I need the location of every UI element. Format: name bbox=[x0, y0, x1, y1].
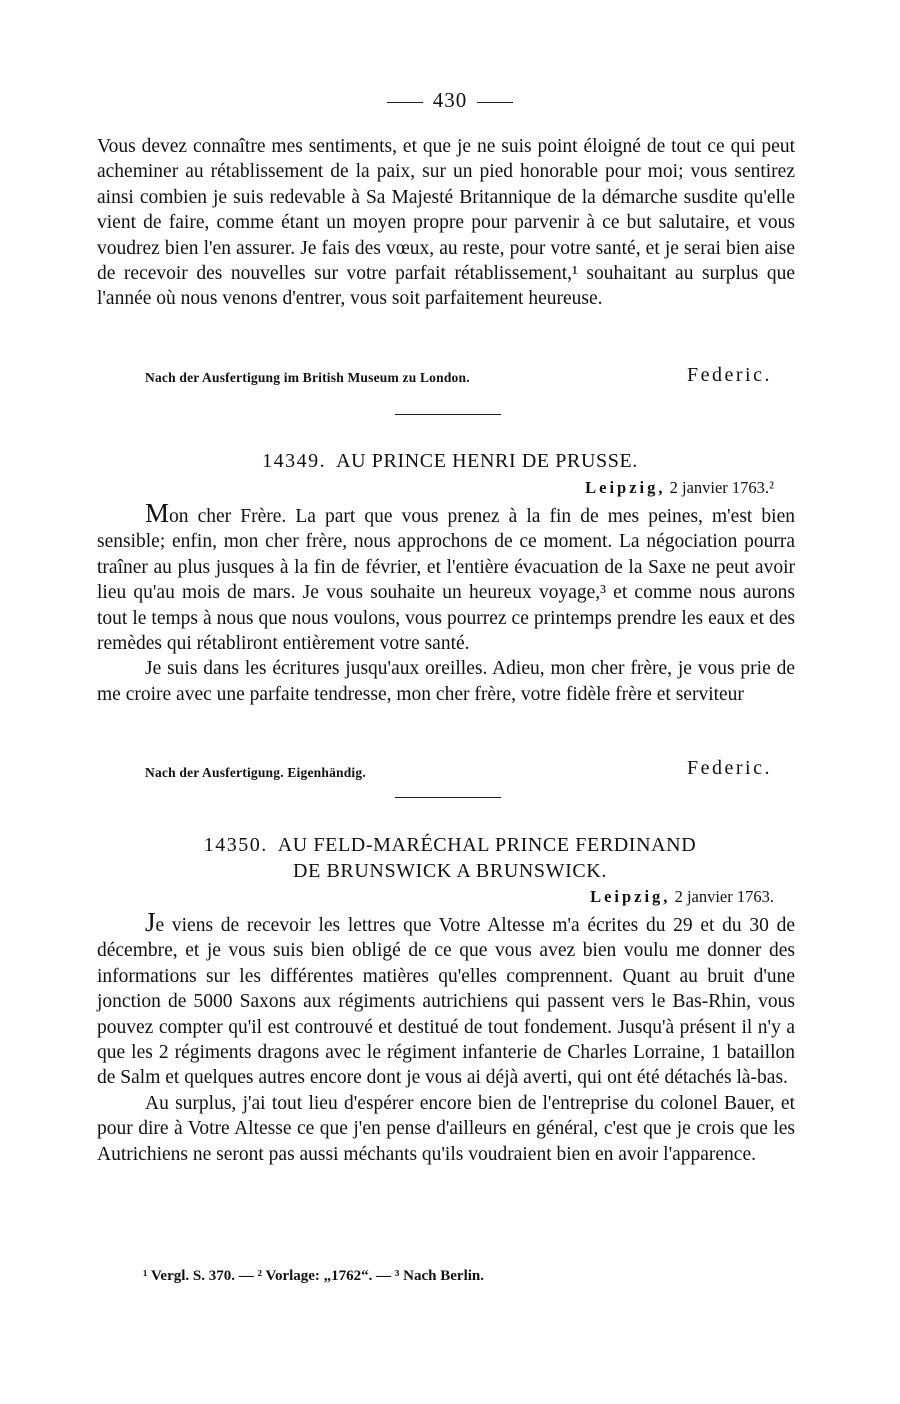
letter-14349-body bbox=[97, 498, 795, 707]
letter-14350-heading-line-1 bbox=[0, 832, 900, 858]
letter-14350-title-line-1: AU FELD-MARÉCHAL PRINCE FERDINAND bbox=[277, 834, 697, 856]
letter-14349-source-note: Nach der Ausfertigung. Eigenhändig. bbox=[145, 765, 366, 780]
header-dash-left bbox=[387, 102, 423, 103]
page-number: 430 bbox=[432, 88, 468, 112]
letter-14350-paragraph-2: Au surplus, j'ai tout lieu d'espérer encore bien de l'entreprise du colonel Bauer, et pour dire à Votre Altesse ce que j'en pense d'ailleurs en général, c'est que je crois que les Autrichiens ne seront pas aussi méchants qu'ils voudraient bien en avoir l'apparence. bbox=[97, 1092, 795, 1165]
letter-14350-paragraph-1-text: e viens de recevoir les lettres que Votre Altesse m'a écrites du 29 et du 30 de décembre, et je vous suis bien obligé de ce que vous avez bien voulu me donner des informations sur les différentes matières qu'elles comprennent. Quant au bruit d'une jonction de 5000 Saxons aux régiments autrichiens qui passent vers le Bas-Rhin, vous pouvez compter qu'il est controuvé et destitué de tout fondement. Jusqu'à présent il n'y a que les 2 régiments dragons avec le régiment infanterie de Charles Lorraine, 1 bataillon de Salm et quelques autres encore dont je vous ai déjà averti, qui ont été détachés là-bas. bbox=[97, 915, 795, 1089]
section-divider bbox=[395, 414, 501, 415]
letter-14349-paragraph-1 bbox=[97, 498, 795, 656]
letter-14349-initial: M bbox=[145, 498, 170, 528]
page-header bbox=[0, 88, 900, 113]
letter-14349-number: 14349. bbox=[262, 450, 327, 472]
intro-paragraph: Vous devez connaître mes sentiments, et que je ne suis point éloigné de tout ce qui peut acheminer au rétablissement de la paix, sur un pied honorable pour moi; vous sentirez ainsi combien je suis redevable à Sa Majesté Britannique de la démarche susdite qu'elle vient de faire, comme étant un moyen propre pour parvenir à ce but salutaire, et vous voudrez bien l'en assurer. Je fais des vœux, au reste, pour votre santé, et je serai bien aise de recevoir des nouvelles sur votre parfait rétablissement,¹ souhaitant au surplus que l'année où nous venons d'entrer, vous soit parfaitement heureuse. bbox=[97, 136, 795, 310]
letter-14350-body bbox=[97, 907, 795, 1167]
letter-14350-date-place: Leipzig, bbox=[590, 887, 671, 906]
letter-14350-date: 2 janvier 1763. bbox=[674, 887, 774, 906]
intro-paragraph-block bbox=[97, 134, 795, 312]
letter-14350-heading bbox=[0, 832, 900, 884]
letter-14349-signature: Federic. bbox=[687, 757, 772, 779]
letter-14350-title-line-2: DE BRUNSWICK A BRUNSWICK. bbox=[293, 860, 607, 882]
letter-14349-heading bbox=[0, 448, 900, 474]
letter-14349-date-place: Leipzig, bbox=[585, 478, 666, 497]
intro-signature: Federic. bbox=[687, 364, 772, 386]
letter-14350-paragraph-1 bbox=[97, 907, 795, 1091]
intro-source-note: Nach der Ausfertigung im British Museum zu London. bbox=[145, 370, 470, 385]
letter-14350-dateline bbox=[590, 887, 774, 907]
letter-14349-title: AU PRINCE HENRI DE PRUSSE. bbox=[336, 450, 638, 472]
letter-14350-number: 14350. bbox=[203, 834, 268, 856]
letter-14350-initial: J bbox=[145, 907, 156, 937]
letter-14349-date: 2 janvier 1763.² bbox=[669, 478, 774, 497]
footnotes: ¹ Vergl. S. 370. — ² Vorlage: „1762“. — ³ Nach Berlin. bbox=[143, 1268, 484, 1284]
header-dash-right bbox=[477, 102, 513, 103]
letter-14349-paragraph-2: Je suis dans les écritures jusqu'aux oreilles. Adieu, mon cher frère, je vous prie de me croire avec une parfaite tendresse, mon cher frère, votre fidèle frère et serviteur bbox=[97, 658, 795, 705]
letter-14349-paragraph-1-text: on cher Frère. La part que vous prenez à la fin de mes peines, m'est bien sensible; enfin, mon cher frère, nous approchons de ce moment. La négociation pourra traîner au plus jusques à la fin de février, et l'entière évacuation de la Saxe ne peut avoir lieu qu'au mois de mars. Je vous souhaite un heureux voyage,³ et comme nous aurons tout le temps à nous que nous voulons, vous pourrez ce printemps prendre les eaux et des remèdes qui rétabliront entièrement votre santé. bbox=[97, 506, 795, 655]
letter-14349-dateline bbox=[585, 478, 774, 498]
section-divider bbox=[395, 797, 501, 798]
